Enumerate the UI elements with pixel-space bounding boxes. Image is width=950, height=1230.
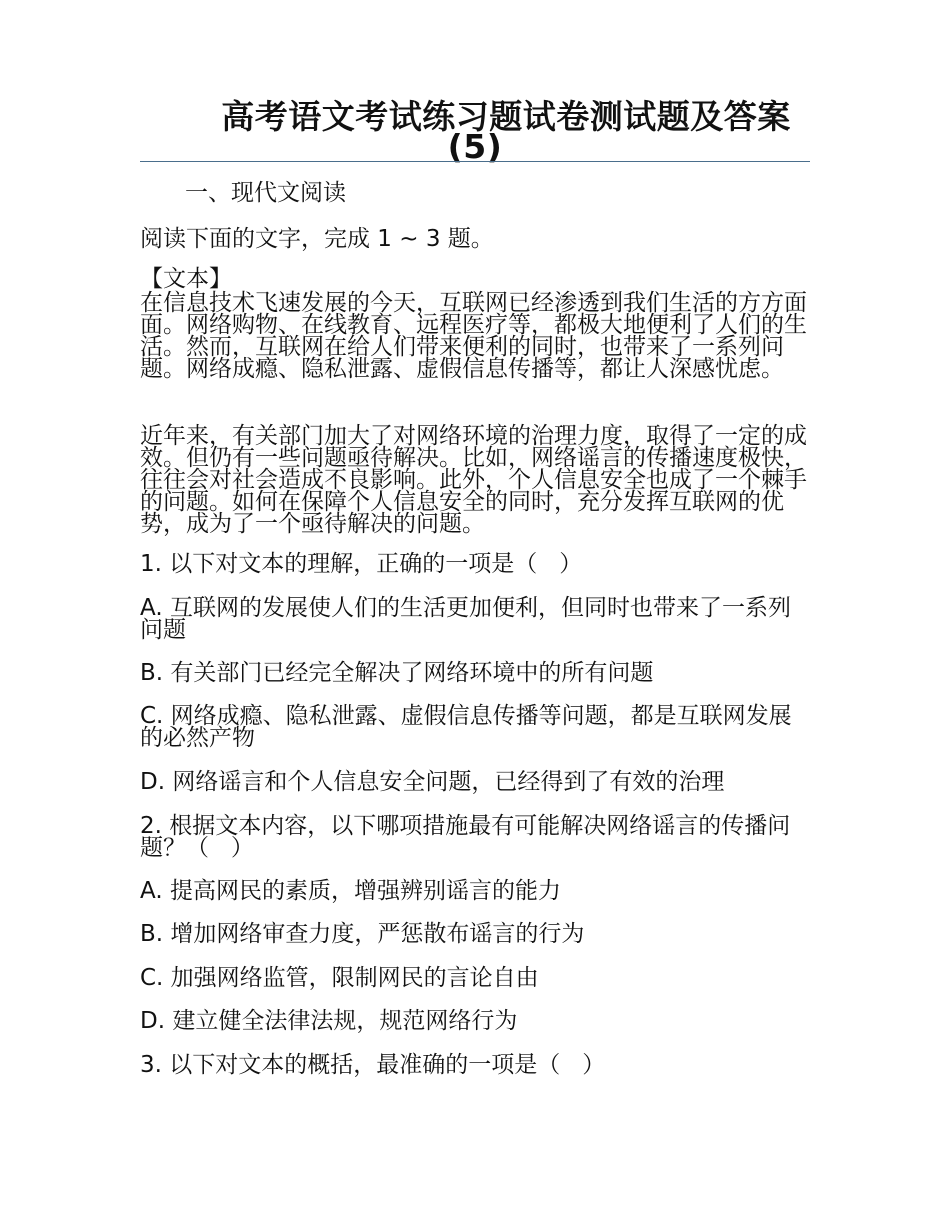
question-2-option-b: B. 增加网络审查力度，严惩散布谣言的行为: [140, 921, 585, 947]
question-1-option-b: B. 有关部门已经完全解决了网络环境中的所有问题: [140, 660, 654, 686]
document-title: 高考语文考试练习题试卷测试题及答案(5): [221, 97, 791, 166]
passage-paragraph-2: 近年来，有关部门加大了对网络环境的治理力度，取得了一定的成效。但仍有一些问题亟待解决。比如，网络谣言的传播速度极快，往往会对社会造成不良影响。此外，个人信息安全也成了一个棘手的问题。如何在保障个人信息安全的同时，充分发挥互联网的优势，成为了一个亟待解决的问题。: [140, 423, 807, 537]
question-2-option-a: A. 提高网民的素质，增强辨别谣言的能力: [140, 878, 561, 904]
passage-paragraph-1: 在信息技术飞速发展的今天，互联网已经渗透到我们生活的方方面面。网络购物、在线教育、远程医疗等，都极大地便利了人们的生活。然而，互联网在给人们带来便利的同时，也带来了一系列问题。网络成瘾、隐私泄露、虚假信息传播等，都让人深感忧虑。: [140, 290, 807, 382]
question-1-option-d: D. 网络谣言和个人信息安全问题，已经得到了有效的治理: [140, 769, 725, 795]
question-2-option-c: C. 加强网络监管，限制网民的言论自由: [140, 965, 539, 991]
title-divider: [140, 161, 810, 162]
question-1-option-c: C. 网络成瘾、隐私泄露、虚假信息传播等问题，都是互联网发展的必然产物: [140, 703, 792, 751]
text-label: 【文本】: [140, 266, 232, 292]
question-1-stem: 1. 以下对文本的理解，正确的一项是（ ）: [140, 551, 583, 577]
reading-instruction: 阅读下面的文字，完成 1 ~ 3 题。: [140, 226, 494, 252]
question-2-option-d: D. 建立健全法律法规，规范网络行为: [140, 1008, 518, 1034]
question-3-stem: 3. 以下对文本的概括，最准确的一项是（ ）: [140, 1052, 606, 1078]
section-heading: 一、现代文阅读: [185, 180, 346, 206]
question-1-option-a: A. 互联网的发展使人们的生活更加便利，但同时也带来了一系列问题: [140, 595, 791, 643]
question-2-stem: 2. 根据文本内容，以下哪项措施最有可能解决网络谣言的传播问题？（ ）: [140, 813, 791, 861]
